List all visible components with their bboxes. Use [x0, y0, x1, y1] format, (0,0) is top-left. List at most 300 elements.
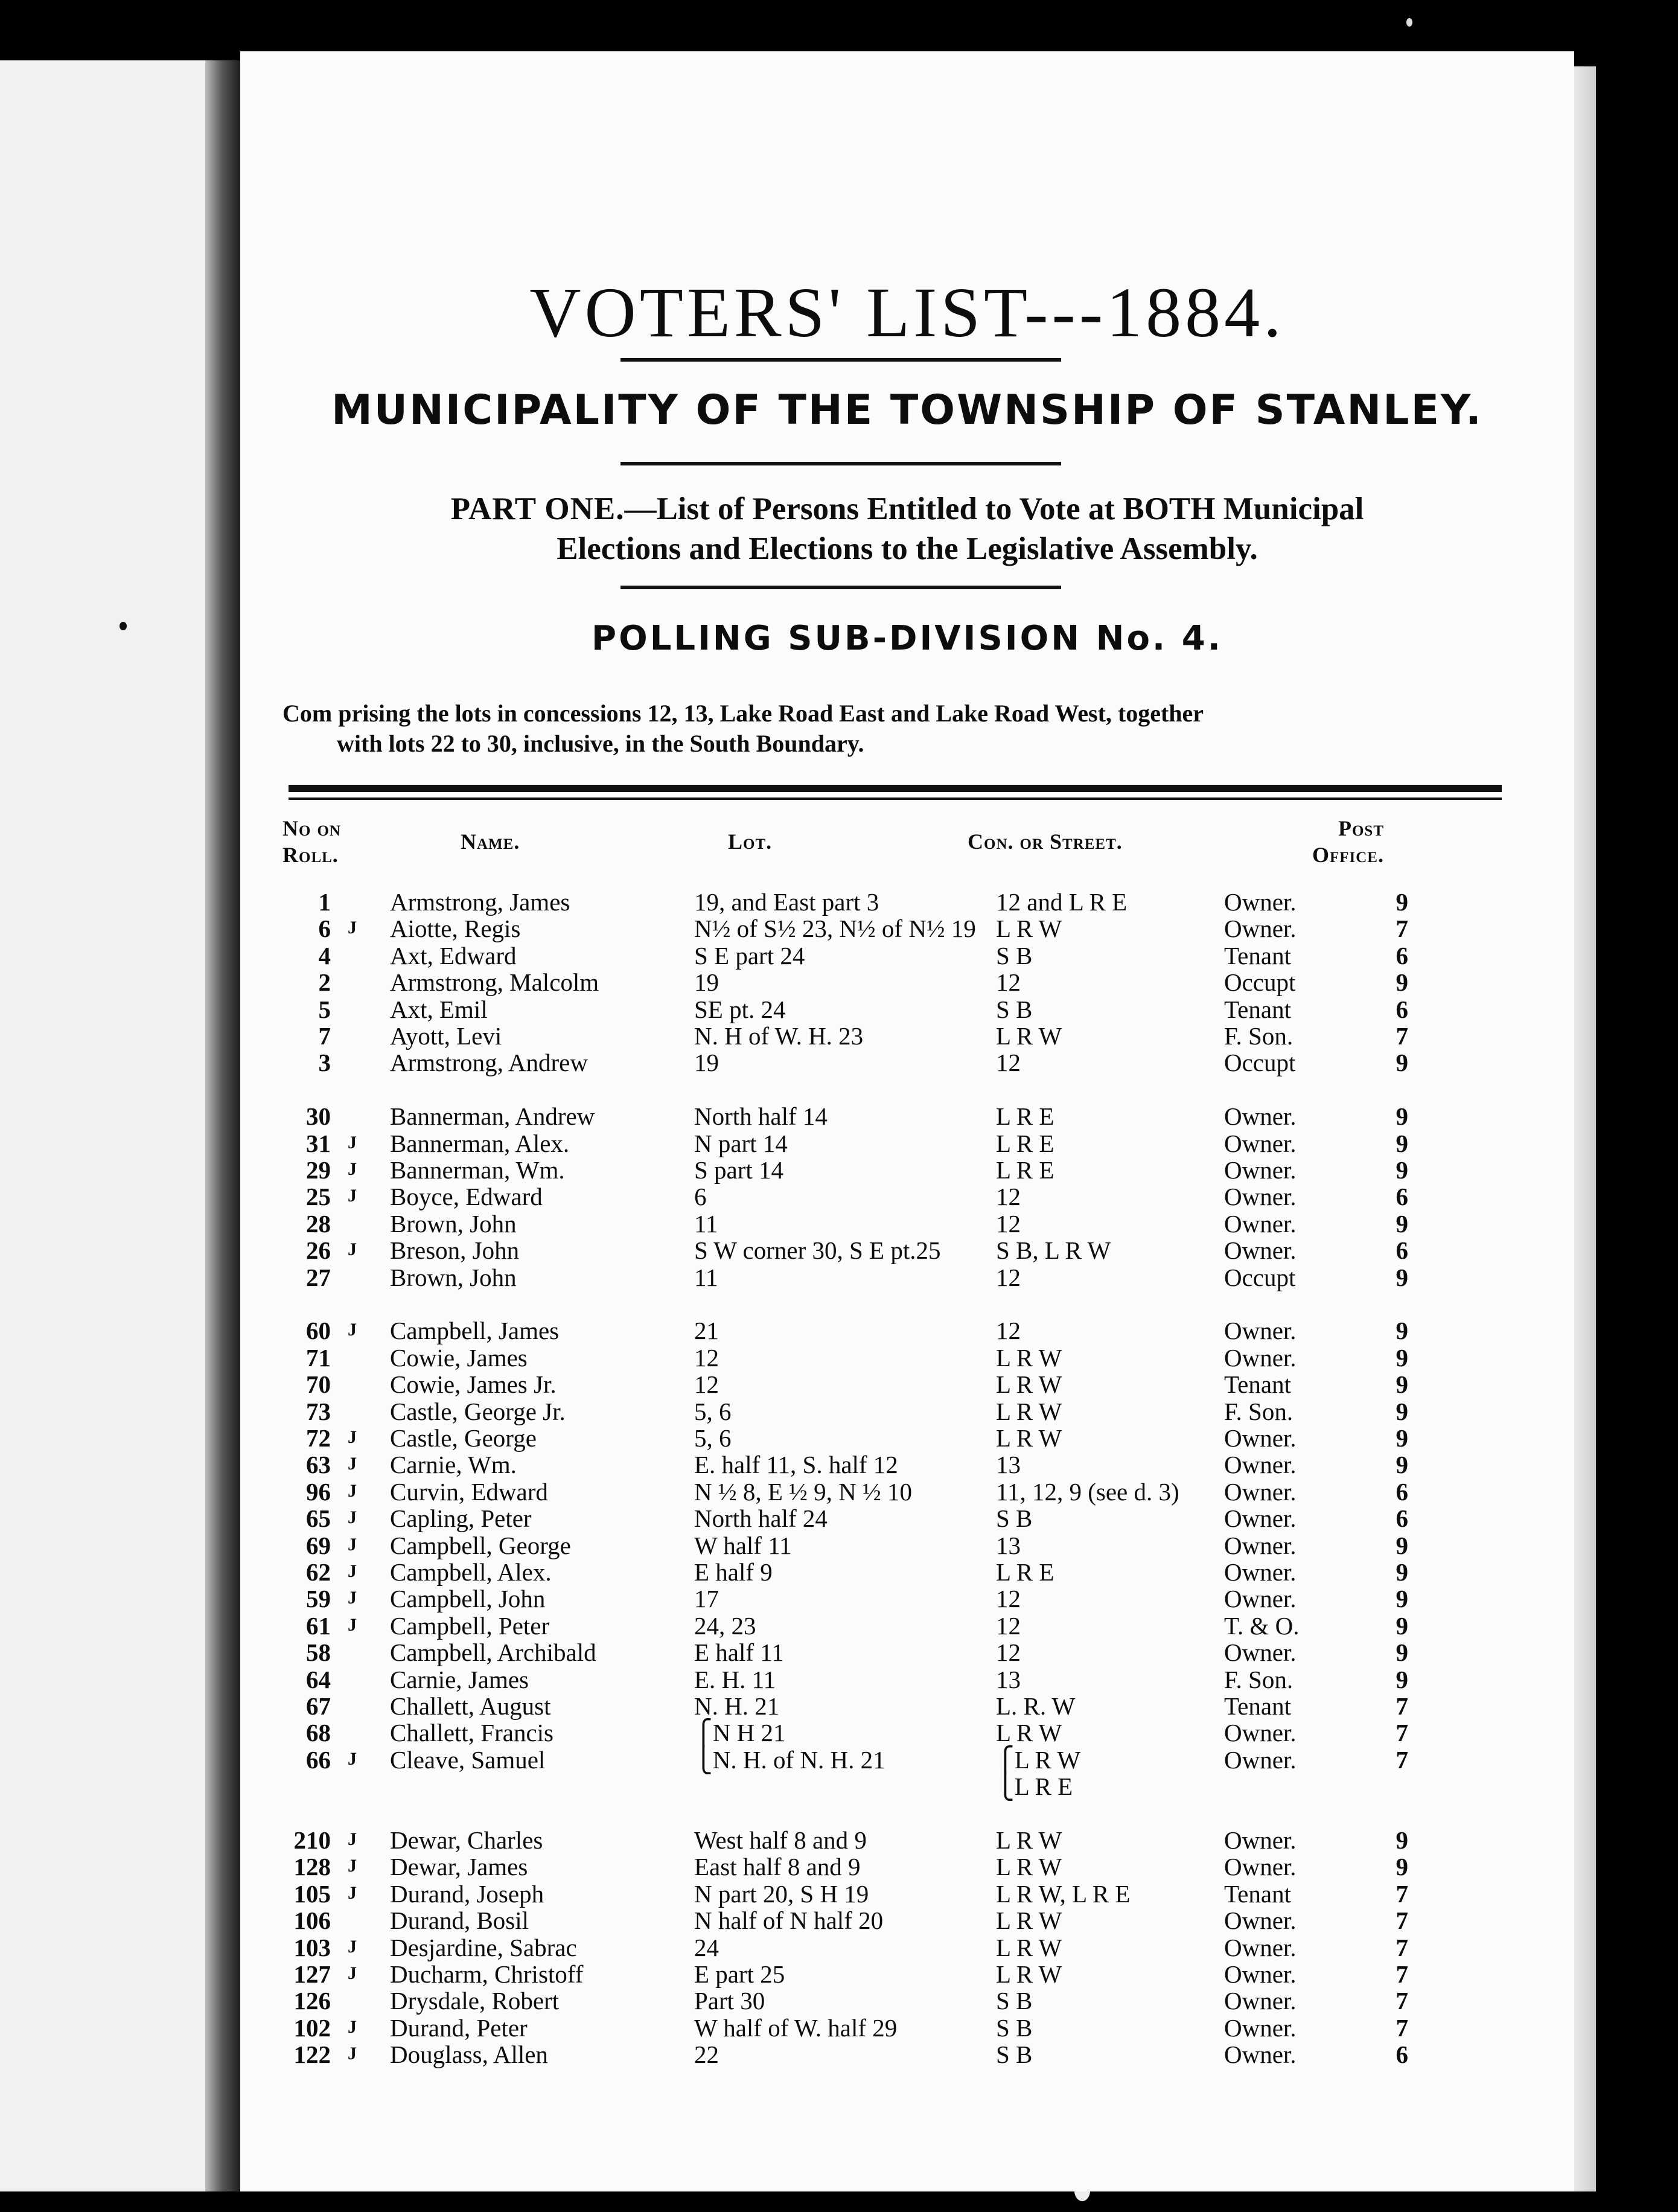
lot-description: 24, 23	[694, 1611, 756, 1640]
voter-name: Durand, Joseph	[390, 1879, 544, 1908]
table-row	[240, 1129, 1574, 1156]
voter-name: Challett, August	[390, 1692, 551, 1720]
concession-or-street: L R W	[996, 1370, 1062, 1399]
voter-status: Owner.	[1224, 1907, 1297, 1935]
divider-rule	[620, 586, 1061, 589]
voter-status: F. Son.	[1224, 1022, 1294, 1050]
concession-or-street: L R W, L R E	[996, 1879, 1131, 1908]
post-office-code: 7	[1396, 2013, 1408, 2042]
table-row	[240, 1370, 1574, 1399]
roll-number: 73	[306, 1397, 331, 1425]
lot-description: N. H of W. H. 23	[694, 1022, 864, 1050]
concession-or-street: L R W	[996, 1960, 1062, 1988]
voter-name: Durand, Bosil	[390, 1907, 529, 1935]
lot-description: S W corner 30, S E pt.25	[694, 1236, 941, 1265]
table-row	[240, 1209, 1574, 1236]
roll-number: 5	[318, 995, 331, 1023]
voter-status: Owner.	[1224, 1156, 1297, 1184]
voter-status: F. Son.	[1224, 1665, 1294, 1693]
table-row	[240, 1531, 1574, 1558]
part-one-line2: Elections and Elections to the Legislative Assembly.	[557, 531, 1258, 566]
roll-number: 128	[293, 1853, 331, 1881]
voter-name: Dewar, James	[390, 1853, 528, 1881]
lot-description: 21	[694, 1317, 719, 1345]
voter-status: Owner.	[1224, 1933, 1297, 1961]
post-office-code: 6	[1396, 995, 1408, 1023]
table-row	[240, 1504, 1574, 1533]
voter-status: Owner.	[1224, 1638, 1297, 1667]
lot-description: E. half 11, S. half 12	[694, 1451, 898, 1479]
post-office-code: 9	[1396, 1424, 1408, 1452]
juror-mark: J	[348, 1159, 357, 1179]
post-office-code: 9	[1396, 1585, 1408, 1613]
page-edge	[1574, 66, 1596, 2191]
post-office-code: 6	[1396, 1504, 1408, 1533]
post-office-code: 9	[1396, 1531, 1408, 1559]
scan-speck	[120, 622, 127, 630]
roll-number: 7	[318, 1022, 331, 1050]
concession-or-street: S B	[996, 1987, 1033, 2015]
roll-number: 96	[306, 1477, 331, 1506]
lot-description: 22	[694, 2041, 719, 2069]
post-office-code: 7	[1396, 1907, 1408, 1935]
roll-number: 210	[293, 1826, 331, 1854]
concession-or-street: L R W	[996, 1343, 1062, 1372]
table-row	[240, 914, 1574, 941]
concession-or-street: L R W	[996, 1719, 1062, 1747]
lot-description: Part 30	[694, 1987, 765, 2015]
roll-number: 106	[293, 1907, 331, 1935]
concession-or-street: L R W	[996, 1022, 1062, 1050]
voter-status: Owner.	[1224, 1531, 1297, 1559]
voter-name: Durand, Peter	[390, 2013, 528, 2042]
lot-description: 11	[694, 1209, 718, 1238]
concession-or-street: 12	[996, 1585, 1021, 1613]
table-row	[240, 2040, 1574, 2067]
roll-number: 60	[306, 1317, 331, 1345]
voter-status: Owner.	[1224, 1853, 1297, 1881]
voter-name: Boyce, Edward	[390, 1183, 543, 1211]
lot-description: S E part 24	[694, 941, 805, 970]
concession-or-street: 12	[996, 1049, 1021, 1077]
voter-status: Occupt	[1224, 968, 1296, 997]
juror-mark: J	[348, 1829, 357, 1849]
lot-description: N½ of S½ 23, N½ of N½ 19	[694, 915, 976, 943]
lot-description: N half of N half 20	[694, 1907, 884, 1935]
juror-mark: J	[348, 1963, 357, 1983]
divider-rule	[620, 462, 1061, 465]
roll-number: 25	[306, 1183, 331, 1211]
table-row	[240, 1182, 1574, 1209]
table-row	[240, 1665, 1574, 1692]
juror-mark: J	[348, 1186, 357, 1206]
voter-name: Dewar, Charles	[390, 1826, 543, 1854]
post-office-code: 6	[1396, 2041, 1408, 2069]
voter-status: Tenant	[1224, 941, 1291, 970]
table-row	[240, 887, 1574, 914]
comprising-line1: Com prising the lots in concessions 12, 13, Lake Road East and Lake Road West, together	[282, 700, 1204, 727]
juror-mark: J	[348, 1534, 357, 1555]
voter-name: Castle, George	[390, 1424, 537, 1452]
voter-name: Armstrong, James	[390, 888, 570, 916]
post-office-code: 9	[1396, 1638, 1408, 1667]
voter-status: Tenant	[1224, 1879, 1291, 1908]
table-row	[240, 1584, 1574, 1611]
voter-status: Owner.	[1224, 915, 1297, 943]
voter-status: Tenant	[1224, 1692, 1291, 1720]
table-row	[240, 1316, 1574, 1343]
table-row	[240, 1611, 1574, 1638]
page-title: VOTERS' LIST---1884.	[529, 273, 1285, 352]
voter-name: Bannerman, Andrew	[390, 1102, 595, 1131]
voter-name: Bannerman, Alex.	[390, 1129, 570, 1157]
lot-description: 5, 6	[694, 1397, 732, 1425]
voter-status: Owner.	[1224, 1477, 1297, 1506]
table-row	[240, 1960, 1574, 1986]
municipality-heading: MUNICIPALITY OF THE TOWNSHIP OF STANLEY.	[331, 386, 1483, 434]
table-row	[240, 1102, 1574, 1131]
voter-name: Campbell, John	[390, 1585, 546, 1613]
table-row	[240, 1933, 1574, 1960]
table-row	[240, 1424, 1574, 1450]
concession-or-street: L R W	[996, 915, 1062, 943]
concession-or-street: S B, L R W	[996, 1236, 1111, 1265]
roll-number: 6	[318, 915, 331, 943]
roll-number: 127	[293, 1960, 331, 1988]
concession-or-street: L R W	[996, 1933, 1062, 1961]
concession-or-street: 12	[996, 1209, 1021, 1238]
voter-status: Owner.	[1224, 1102, 1297, 1131]
table-row	[240, 1477, 1574, 1504]
post-office-code: 7	[1396, 1022, 1408, 1050]
voter-name: Cowie, James	[390, 1343, 528, 1372]
concession-or-street: 12	[996, 1183, 1021, 1211]
lot-description: N part 20, S H 19	[694, 1879, 869, 1908]
roll-number: 66	[306, 1745, 331, 1774]
lot-description: East half 8 and 9	[694, 1853, 861, 1881]
post-office-code: 9	[1396, 1451, 1408, 1479]
juror-mark: J	[348, 1882, 357, 1903]
lot-description: 19, and East part 3	[694, 888, 879, 916]
voter-status: Owner.	[1224, 1343, 1297, 1372]
roll-number: 29	[306, 1156, 331, 1184]
juror-mark: J	[348, 1454, 357, 1474]
voter-status: Owner.	[1224, 1209, 1297, 1238]
juror-mark: J	[348, 1588, 357, 1608]
voter-status: Occupt	[1224, 1263, 1296, 1291]
juror-mark: J	[348, 1936, 357, 1957]
voter-name: Drysdale, Robert	[390, 1987, 560, 2015]
juror-mark: J	[348, 1239, 357, 1260]
voter-name: Armstrong, Andrew	[390, 1049, 588, 1077]
roll-number: 58	[306, 1638, 331, 1667]
voter-name: Douglass, Allen	[390, 2041, 548, 2069]
voter-name: Campbell, Peter	[390, 1611, 550, 1640]
voter-status: Owner.	[1224, 1183, 1297, 1211]
lot-description: North half 14	[694, 1102, 828, 1131]
voter-status: Owner.	[1224, 1504, 1297, 1533]
table-row	[240, 1021, 1574, 1048]
roll-number: 126	[293, 1987, 331, 2015]
header-con-or-street: Con. or Street.	[968, 830, 1123, 854]
part-one-line1: —List of Persons Entitled to Vote at BOTH Municipal	[624, 491, 1364, 526]
table-row	[240, 2013, 1574, 2040]
lot-description: North half 24	[694, 1504, 828, 1533]
roll-number: 71	[306, 1343, 331, 1372]
roll-number: 1	[318, 888, 331, 916]
voter-status: F. Son.	[1224, 1397, 1294, 1425]
voter-name: Axt, Edward	[390, 941, 517, 970]
voter-name: Campbell, Archibald	[390, 1638, 596, 1667]
post-office-code: 9	[1396, 1611, 1408, 1640]
table-row	[240, 995, 1574, 1021]
voter-name: Aiotte, Regis	[390, 915, 521, 943]
concession-or-street: L R W	[996, 1397, 1062, 1425]
divider-rule	[620, 358, 1061, 362]
roll-number: 67	[306, 1692, 331, 1720]
lot-description: West half 8 and 9	[694, 1826, 867, 1854]
polling-subdivision-heading: POLLING SUB-DIVISION No. 4.	[592, 619, 1223, 658]
post-office-code: 9	[1396, 1317, 1408, 1345]
concession-or-street: ⎧L R W	[996, 1745, 1081, 1774]
voter-name: Cleave, Samuel	[390, 1745, 546, 1774]
header-no-on-roll: No on Roll.	[282, 816, 341, 867]
roll-number: 26	[306, 1236, 331, 1265]
juror-mark: J	[348, 1614, 357, 1635]
roll-number: 70	[306, 1370, 331, 1399]
table-row	[240, 1558, 1574, 1584]
post-office-code: 7	[1396, 1879, 1408, 1908]
concession-or-street: 12 and L R E	[996, 888, 1128, 916]
table-row	[240, 1263, 1574, 1290]
lot-description: ⎩N. H. of N. H. 21	[694, 1745, 885, 1774]
juror-mark: J	[348, 1427, 357, 1447]
voter-status: Owner.	[1224, 1129, 1297, 1157]
post-office-code: 9	[1396, 1397, 1408, 1425]
table-row	[240, 1343, 1574, 1370]
voter-name: Carnie, Wm.	[390, 1451, 517, 1479]
voter-name: Ayott, Levi	[390, 1022, 502, 1050]
roll-number: 65	[306, 1504, 331, 1533]
lot-description: N part 14	[694, 1129, 788, 1157]
lot-description: 17	[694, 1585, 719, 1613]
roll-number: 72	[306, 1424, 331, 1452]
lot-description: N. H. 21	[694, 1692, 780, 1720]
juror-mark: J	[348, 1132, 357, 1152]
post-office-code: 9	[1396, 1853, 1408, 1881]
header-lot: Lot.	[728, 830, 773, 854]
voter-name: Curvin, Edward	[390, 1477, 548, 1506]
concession-or-street: S B	[996, 2041, 1033, 2069]
roll-number: 105	[293, 1879, 331, 1908]
post-office-code: 7	[1396, 1719, 1408, 1747]
post-office-code: 9	[1396, 1826, 1408, 1854]
book-gutter	[205, 60, 241, 2191]
roll-number: 4	[318, 941, 331, 970]
concession-or-street: S B	[996, 1504, 1033, 1533]
table-row	[240, 1852, 1574, 1879]
lot-description: 19	[694, 968, 719, 997]
voter-name: Castle, George Jr.	[390, 1397, 566, 1425]
post-office-code: 6	[1396, 1477, 1408, 1506]
roll-number: 122	[293, 2041, 331, 2069]
voter-name: Breson, John	[390, 1236, 520, 1265]
concession-or-street: L R W	[996, 1826, 1062, 1854]
table-row	[240, 1236, 1574, 1265]
lot-description: W half of W. half 29	[694, 2013, 898, 2042]
lot-description: 12	[694, 1370, 719, 1399]
table-row	[240, 1718, 1574, 1745]
table-row	[240, 1692, 1574, 1718]
lot-description: E. H. 11	[694, 1665, 776, 1693]
concession-or-street: L R W	[996, 1853, 1062, 1881]
lot-description: 24	[694, 1933, 719, 1961]
voter-name: Capling, Peter	[390, 1504, 532, 1533]
header-post-office: Post Office.	[1312, 816, 1384, 867]
voter-status: Owner.	[1224, 888, 1297, 916]
roll-number: 31	[306, 1129, 331, 1157]
table-row	[240, 968, 1574, 997]
post-office-code: 9	[1396, 888, 1408, 916]
roll-number: 69	[306, 1531, 331, 1559]
lot-description: ⎧N H 21	[694, 1719, 786, 1747]
concession-or-street: L R W	[996, 1424, 1062, 1452]
juror-mark: J	[348, 1480, 357, 1501]
post-office-code: 7	[1396, 1933, 1408, 1961]
roll-number: 61	[306, 1611, 331, 1640]
concession-or-street: 12	[996, 968, 1021, 997]
comprising-note	[282, 698, 1550, 759]
roll-number: 27	[306, 1263, 331, 1291]
table-row	[240, 1879, 1574, 1906]
table-row	[240, 1745, 1574, 1772]
table-row	[240, 1826, 1574, 1852]
concession-or-street: 12	[996, 1263, 1021, 1291]
post-office-code: 9	[1396, 1370, 1408, 1399]
concession-or-street: L R W	[996, 1907, 1062, 1935]
post-office-code: 7	[1396, 1692, 1408, 1720]
concession-or-street: 12	[996, 1611, 1021, 1640]
voter-name: Cowie, James Jr.	[390, 1370, 557, 1399]
juror-mark: J	[348, 1561, 357, 1581]
post-office-code: 9	[1396, 1558, 1408, 1586]
voter-name: Desjardine, Sabrac	[390, 1933, 577, 1961]
voter-status: Owner.	[1224, 1987, 1297, 2015]
roll-number: 28	[306, 1209, 331, 1238]
roll-number: 3	[318, 1049, 331, 1077]
post-office-code: 9	[1396, 1209, 1408, 1238]
lot-description: E half 9	[694, 1558, 773, 1586]
lot-description: 12	[694, 1343, 719, 1372]
lot-description: W half 11	[694, 1531, 792, 1559]
concession-or-street: 13	[996, 1451, 1021, 1479]
document-page	[240, 51, 1574, 2191]
voter-status: Owner.	[1224, 1745, 1297, 1774]
concession-or-street: L R E	[996, 1558, 1054, 1586]
post-office-code: 9	[1396, 968, 1408, 997]
concession-or-street: ⎩L R E	[996, 1772, 1073, 1801]
juror-mark: J	[348, 2044, 357, 2064]
header-name: Name.	[461, 830, 520, 854]
voter-name: Ducharm, Christoff	[390, 1960, 584, 1988]
voter-name: Brown, John	[390, 1263, 517, 1291]
voter-status: Tenant	[1224, 995, 1291, 1023]
post-office-code: 9	[1396, 1129, 1408, 1157]
concession-or-street: S B	[996, 995, 1033, 1023]
part-one-description	[282, 489, 1532, 569]
concession-or-street: 11, 12, 9 (see d. 3)	[996, 1477, 1179, 1506]
juror-mark: J	[348, 1748, 357, 1769]
lot-description: N ½ 8, E ½ 9, N ½ 10	[694, 1477, 913, 1506]
table-row	[240, 1638, 1574, 1667]
post-office-code: 9	[1396, 1343, 1408, 1372]
concession-or-street: L R E	[996, 1129, 1054, 1157]
voter-status: Owner.	[1224, 1424, 1297, 1452]
concession-or-street: L R E	[996, 1102, 1054, 1131]
roll-number: 68	[306, 1719, 331, 1747]
concession-or-street: 12	[996, 1317, 1021, 1345]
post-office-code: 7	[1396, 1987, 1408, 2015]
voter-name: Armstrong, Malcolm	[390, 968, 599, 997]
concession-or-street: S B	[996, 941, 1033, 970]
voter-status: Owner.	[1224, 1585, 1297, 1613]
roll-number: 59	[306, 1585, 331, 1613]
juror-mark: J	[348, 918, 357, 938]
post-office-code: 9	[1396, 1049, 1408, 1077]
table-row	[240, 1986, 1574, 2013]
table-row	[240, 1048, 1574, 1075]
voter-name: Carnie, James	[390, 1665, 529, 1693]
concession-or-street: L. R. W	[996, 1692, 1076, 1720]
concession-or-street: L R E	[996, 1156, 1054, 1184]
post-office-code: 9	[1396, 1665, 1408, 1693]
post-office-code: 6	[1396, 1236, 1408, 1265]
post-office-code: 7	[1396, 915, 1408, 943]
voter-status: Owner.	[1224, 2041, 1297, 2069]
lot-description: 6	[694, 1183, 707, 1211]
voter-name: Campbell, George	[390, 1531, 571, 1559]
voter-name: Challett, Francis	[390, 1719, 554, 1747]
lot-description: E part 25	[694, 1960, 785, 1988]
roll-number: 63	[306, 1451, 331, 1479]
table-top-rule	[289, 785, 1502, 792]
post-office-code: 9	[1396, 1156, 1408, 1184]
juror-mark: J	[348, 1507, 357, 1528]
facing-page	[0, 60, 217, 2191]
voter-status: Owner.	[1224, 2013, 1297, 2042]
lot-description: SE pt. 24	[694, 995, 786, 1023]
juror-mark: J	[348, 2016, 357, 2037]
voter-name: Brown, John	[390, 1209, 517, 1238]
table-row	[240, 1397, 1574, 1424]
roll-number: 64	[306, 1665, 331, 1693]
roll-number: 102	[293, 2013, 331, 2042]
post-office-code: 6	[1396, 1183, 1408, 1211]
comprising-line2: with lots 22 to 30, inclusive, in the South Boundary.	[337, 730, 864, 757]
roll-number: 103	[293, 1933, 331, 1961]
voter-status: Owner.	[1224, 1826, 1297, 1854]
voter-name: Campbell, James	[390, 1317, 560, 1345]
voter-status: Owner.	[1224, 1451, 1297, 1479]
voter-status: Owner.	[1224, 1317, 1297, 1345]
table-row	[240, 1156, 1574, 1182]
voter-status: T. & O.	[1224, 1611, 1300, 1640]
lot-description: S part 14	[694, 1156, 784, 1184]
voter-status: Tenant	[1224, 1370, 1291, 1399]
roll-number: 62	[306, 1558, 331, 1586]
table-row	[240, 1450, 1574, 1477]
roll-number: 30	[306, 1102, 331, 1131]
